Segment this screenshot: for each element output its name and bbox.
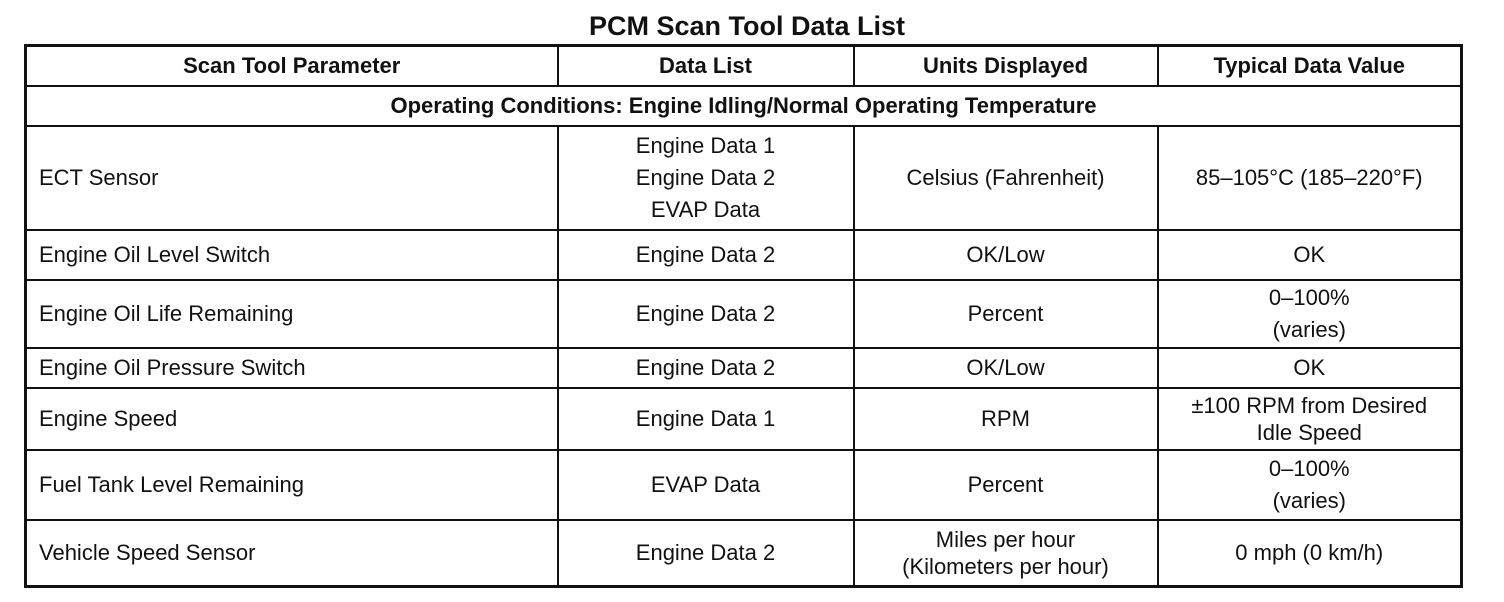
data-list-line: Engine Data 2 bbox=[635, 355, 776, 380]
units-cell bbox=[854, 348, 1158, 388]
table-row bbox=[26, 280, 1462, 348]
data-list-line: EVAP Data bbox=[650, 472, 761, 497]
typical-value-cell bbox=[1158, 126, 1462, 230]
section-row bbox=[26, 86, 1462, 126]
header-row bbox=[26, 46, 1462, 87]
parameter-cell: Engine Speed bbox=[26, 388, 558, 450]
units-line: Percent bbox=[967, 301, 1044, 326]
section-heading: Operating Conditions: Engine Idling/Normal Operating Temperature bbox=[26, 86, 1462, 126]
typical-value-line: Idle Speed bbox=[1256, 420, 1362, 445]
parameter-cell: Vehicle Speed Sensor bbox=[26, 520, 558, 586]
units-line: Miles per hour bbox=[935, 526, 1076, 552]
data-list-line: Engine Data 1 bbox=[635, 406, 776, 431]
typical-value-line: (varies) bbox=[1272, 317, 1346, 342]
units-cell bbox=[854, 230, 1158, 280]
scan-tool-data-table bbox=[24, 44, 1463, 588]
data-list-cell bbox=[558, 450, 854, 520]
typical-value-cell bbox=[1158, 450, 1462, 520]
typical-value-line: 0–100% bbox=[1268, 285, 1350, 310]
table-row bbox=[26, 348, 1462, 388]
typical-value-line: 0–100% bbox=[1268, 456, 1350, 481]
units-line: (Kilometers per hour) bbox=[902, 553, 1109, 579]
parameter-cell: Engine Oil Pressure Switch bbox=[26, 348, 558, 388]
data-list-line: Engine Data 1 bbox=[635, 133, 776, 158]
table-row bbox=[26, 520, 1462, 586]
typical-value-cell bbox=[1158, 388, 1462, 450]
units-line: OK/Low bbox=[966, 355, 1045, 380]
column-header-units: Units Displayed bbox=[854, 46, 1158, 87]
data-list-cell bbox=[558, 230, 854, 280]
table-row bbox=[26, 388, 1462, 450]
typical-value-cell bbox=[1158, 348, 1462, 388]
units-cell bbox=[854, 126, 1158, 230]
data-list-cell bbox=[558, 280, 854, 348]
typical-value-line: 0 mph (0 km/h) bbox=[1235, 539, 1384, 565]
units-cell bbox=[854, 520, 1158, 586]
table-row bbox=[26, 450, 1462, 520]
data-list-cell bbox=[558, 348, 854, 388]
units-line: RPM bbox=[981, 406, 1030, 431]
column-header-data-list: Data List bbox=[558, 46, 854, 87]
data-list-line: Engine Data 2 bbox=[635, 165, 776, 190]
parameter-cell: ECT Sensor bbox=[26, 126, 558, 230]
column-header-typical-value: Typical Data Value bbox=[1158, 46, 1462, 87]
typical-value-cell bbox=[1158, 280, 1462, 348]
column-header-parameter: Scan Tool Parameter bbox=[26, 46, 558, 87]
typical-value-line: 85–105°C (185–220°F) bbox=[1195, 165, 1423, 190]
typical-value-line: OK bbox=[1293, 242, 1326, 267]
units-cell bbox=[854, 388, 1158, 450]
data-list-line: Engine Data 2 bbox=[635, 242, 776, 267]
parameter-cell: Engine Oil Level Switch bbox=[26, 230, 558, 280]
table-row bbox=[26, 126, 1462, 230]
units-cell bbox=[854, 280, 1158, 348]
data-list-line: Engine Data 2 bbox=[635, 539, 776, 565]
parameter-cell: Fuel Tank Level Remaining bbox=[26, 450, 558, 520]
typical-value-cell bbox=[1158, 230, 1462, 280]
units-line: Percent bbox=[967, 472, 1044, 497]
data-list-cell bbox=[558, 126, 854, 230]
units-line: OK/Low bbox=[966, 242, 1045, 267]
units-line: Celsius (Fahrenheit) bbox=[906, 165, 1105, 190]
data-list-line: EVAP Data bbox=[650, 197, 761, 222]
typical-value-line: OK bbox=[1293, 355, 1326, 380]
parameter-cell: Engine Oil Life Remaining bbox=[26, 280, 558, 348]
typical-value-line: ±100 RPM from Desired bbox=[1191, 393, 1428, 418]
units-cell bbox=[854, 450, 1158, 520]
typical-value-cell bbox=[1158, 520, 1462, 586]
page-title: PCM Scan Tool Data List bbox=[588, 11, 906, 41]
data-list-cell bbox=[558, 388, 854, 450]
table-row bbox=[26, 230, 1462, 280]
data-list-cell bbox=[558, 520, 854, 586]
data-list-line: Engine Data 2 bbox=[635, 301, 776, 326]
typical-value-line: (varies) bbox=[1272, 488, 1346, 513]
